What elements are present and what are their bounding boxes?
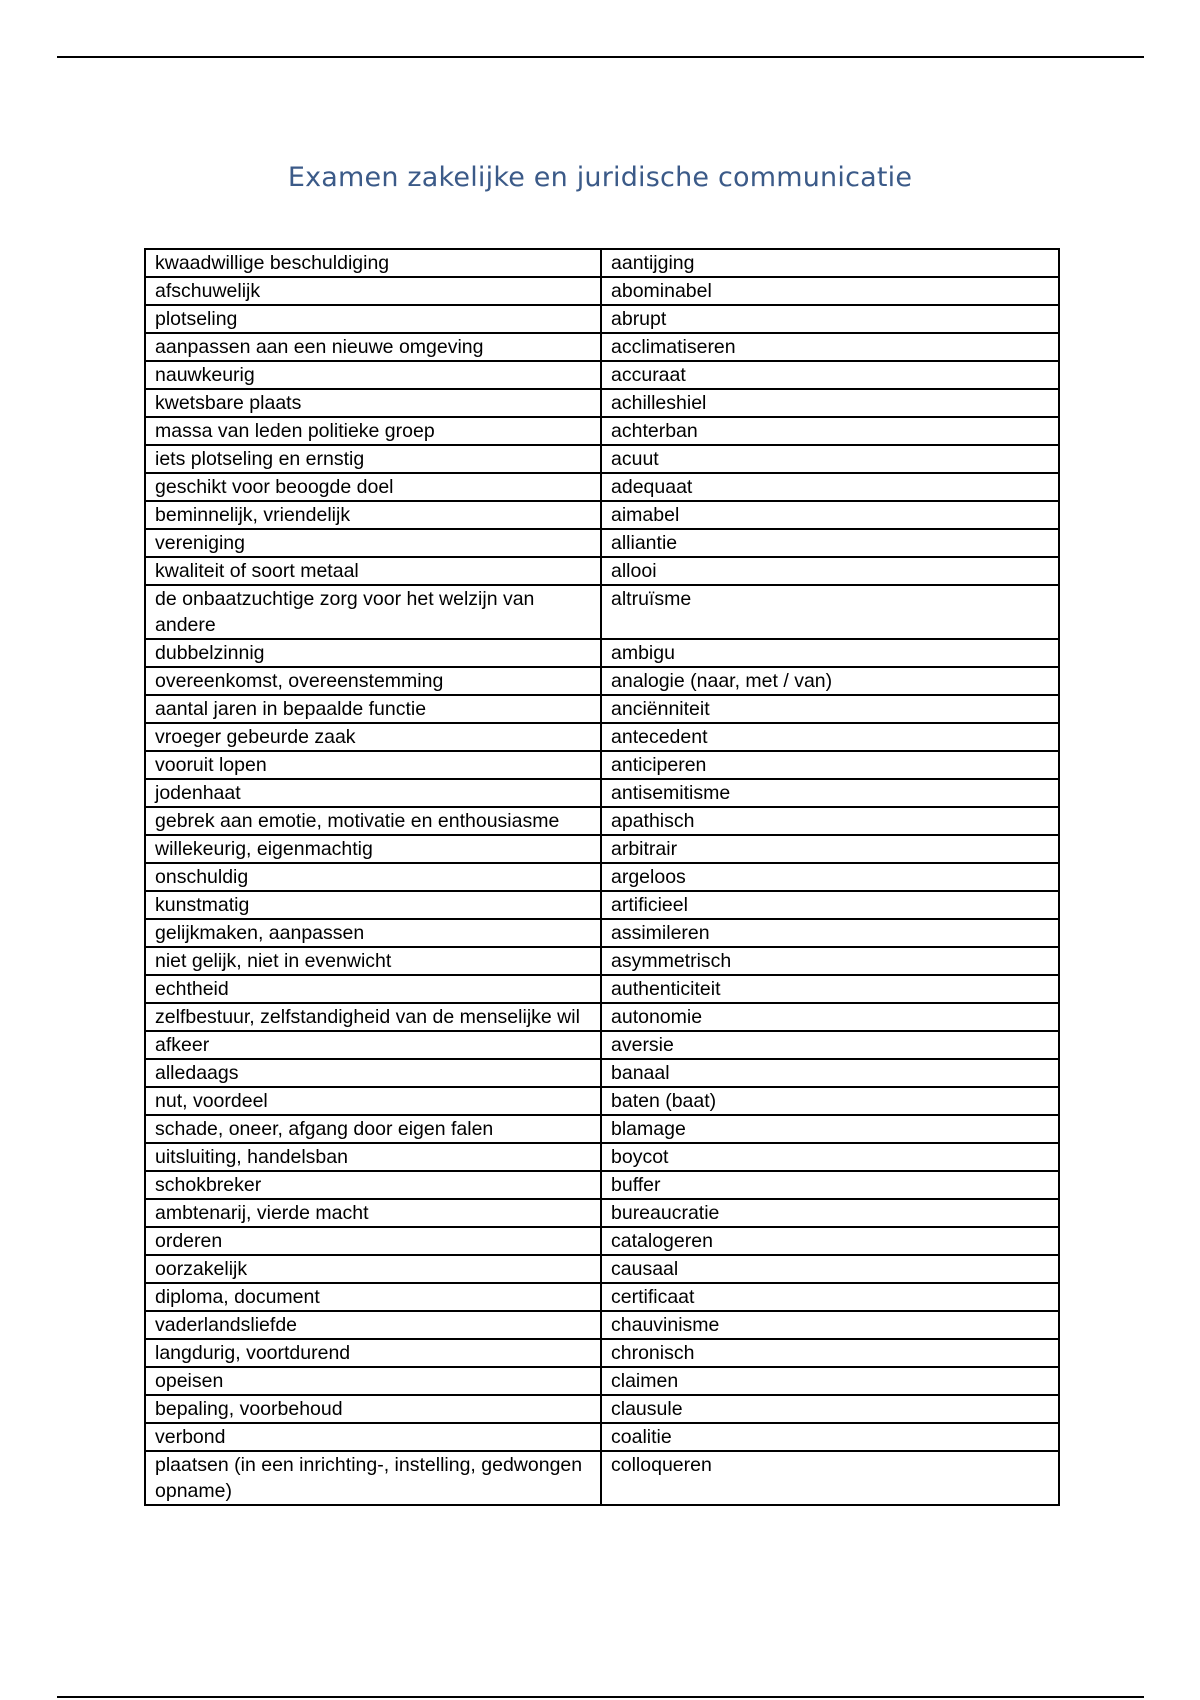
table-row xyxy=(145,863,1059,891)
table-row xyxy=(145,779,1059,807)
meaning-cell: nauwkeurig xyxy=(145,361,601,389)
term-cell: altruïsme xyxy=(601,585,1059,639)
meaning-cell: oorzakelijk xyxy=(145,1255,601,1283)
table-row xyxy=(145,1199,1059,1227)
meaning-cell: vereniging xyxy=(145,529,601,557)
table-row xyxy=(145,529,1059,557)
page-title: Examen zakelijke en juridische communicatie xyxy=(287,162,913,193)
term-cell: claimen xyxy=(601,1367,1059,1395)
table-row xyxy=(145,891,1059,919)
table-row xyxy=(145,695,1059,723)
table-row xyxy=(145,501,1059,529)
meaning-cell: plotseling xyxy=(145,305,601,333)
table-row xyxy=(145,667,1059,695)
meaning-cell: verbond xyxy=(145,1423,601,1451)
meaning-cell: iets plotseling en ernstig xyxy=(145,445,601,473)
meaning-cell: kunstmatig xyxy=(145,891,601,919)
table-row xyxy=(145,807,1059,835)
term-cell: achterban xyxy=(601,417,1059,445)
table-row xyxy=(145,361,1059,389)
term-cell: autonomie xyxy=(601,1003,1059,1031)
term-cell: antisemitisme xyxy=(601,779,1059,807)
meaning-cell: aanpassen aan een nieuwe omgeving xyxy=(145,333,601,361)
meaning-cell: opeisen xyxy=(145,1367,601,1395)
term-cell: adequaat xyxy=(601,473,1059,501)
meaning-cell: langdurig, voortdurend xyxy=(145,1339,601,1367)
table-row xyxy=(145,333,1059,361)
term-cell: alliantie xyxy=(601,529,1059,557)
term-cell: argeloos xyxy=(601,863,1059,891)
table-row xyxy=(145,1367,1059,1395)
meaning-cell: overeenkomst, overeenstemming xyxy=(145,667,601,695)
term-cell: aversie xyxy=(601,1031,1059,1059)
meaning-cell: vooruit lopen xyxy=(145,751,601,779)
meaning-cell: ambtenarij, vierde macht xyxy=(145,1199,601,1227)
meaning-cell: uitsluiting, handelsban xyxy=(145,1143,601,1171)
meaning-cell: dubbelzinnig xyxy=(145,639,601,667)
meaning-cell: onschuldig xyxy=(145,863,601,891)
term-cell: abrupt xyxy=(601,305,1059,333)
meaning-cell: echtheid xyxy=(145,975,601,1003)
glossary-table xyxy=(144,248,1060,1506)
term-cell: analogie (naar, met / van) xyxy=(601,667,1059,695)
meaning-cell: aantal jaren in bepaalde functie xyxy=(145,695,601,723)
table-row xyxy=(145,751,1059,779)
table-row xyxy=(145,585,1059,639)
table-row xyxy=(145,975,1059,1003)
term-cell: asymmetrisch xyxy=(601,947,1059,975)
table-row xyxy=(145,277,1059,305)
table-row xyxy=(145,723,1059,751)
meaning-cell: jodenhaat xyxy=(145,779,601,807)
term-cell: coalitie xyxy=(601,1423,1059,1451)
term-cell: arbitrair xyxy=(601,835,1059,863)
meaning-cell: zelfbestuur, zelfstandigheid van de menselijke wil xyxy=(145,1003,601,1031)
meaning-cell: vaderlandsliefde xyxy=(145,1311,601,1339)
table-row xyxy=(145,305,1059,333)
meaning-cell: kwetsbare plaats xyxy=(145,389,601,417)
term-cell: aimabel xyxy=(601,501,1059,529)
term-cell: artificieel xyxy=(601,891,1059,919)
meaning-cell: diploma, document xyxy=(145,1283,601,1311)
term-cell: baten (baat) xyxy=(601,1087,1059,1115)
table-row xyxy=(145,445,1059,473)
meaning-cell: beminnelijk, vriendelijk xyxy=(145,501,601,529)
table-row xyxy=(145,1395,1059,1423)
table-row xyxy=(145,1087,1059,1115)
meaning-cell: massa van leden politieke groep xyxy=(145,417,601,445)
table-row xyxy=(145,249,1059,277)
table-row xyxy=(145,947,1059,975)
term-cell: chauvinisme xyxy=(601,1311,1059,1339)
term-cell: apathisch xyxy=(601,807,1059,835)
bottom-rule xyxy=(57,1696,1144,1698)
table-row xyxy=(145,919,1059,947)
table-row xyxy=(145,1423,1059,1451)
glossary-body xyxy=(145,249,1059,1505)
table-row xyxy=(145,1283,1059,1311)
term-cell: allooi xyxy=(601,557,1059,585)
top-rule xyxy=(57,56,1144,58)
table-row xyxy=(145,557,1059,585)
meaning-cell: gelijkmaken, aanpassen xyxy=(145,919,601,947)
meaning-cell: afschuwelijk xyxy=(145,277,601,305)
meaning-cell: schade, oneer, afgang door eigen falen xyxy=(145,1115,601,1143)
term-cell: authenticiteit xyxy=(601,975,1059,1003)
term-cell: colloqueren xyxy=(601,1451,1059,1505)
term-cell: catalogeren xyxy=(601,1227,1059,1255)
meaning-cell: geschikt voor beoogde doel xyxy=(145,473,601,501)
term-cell: blamage xyxy=(601,1115,1059,1143)
meaning-cell: nut, voordeel xyxy=(145,1087,601,1115)
term-cell: anciënniteit xyxy=(601,695,1059,723)
meaning-cell: gebrek aan emotie, motivatie en enthousiasme xyxy=(145,807,601,835)
term-cell: boycot xyxy=(601,1143,1059,1171)
term-cell: abominabel xyxy=(601,277,1059,305)
term-cell: acuut xyxy=(601,445,1059,473)
table-row xyxy=(145,639,1059,667)
meaning-cell: willekeurig, eigenmachtig xyxy=(145,835,601,863)
term-cell: anticiperen xyxy=(601,751,1059,779)
term-cell: acclimatiseren xyxy=(601,333,1059,361)
table-row xyxy=(145,417,1059,445)
table-row xyxy=(145,1339,1059,1367)
meaning-cell: schokbreker xyxy=(145,1171,601,1199)
table-row xyxy=(145,389,1059,417)
term-cell: banaal xyxy=(601,1059,1059,1087)
meaning-cell: orderen xyxy=(145,1227,601,1255)
term-cell: antecedent xyxy=(601,723,1059,751)
meaning-cell: niet gelijk, niet in evenwicht xyxy=(145,947,601,975)
meaning-cell: vroeger gebeurde zaak xyxy=(145,723,601,751)
meaning-cell: kwaliteit of soort metaal xyxy=(145,557,601,585)
term-cell: clausule xyxy=(601,1395,1059,1423)
term-cell: certificaat xyxy=(601,1283,1059,1311)
meaning-cell: afkeer xyxy=(145,1031,601,1059)
term-cell: ambigu xyxy=(601,639,1059,667)
meaning-cell: de onbaatzuchtige zorg voor het welzijn van andere xyxy=(145,585,601,639)
term-cell: aantijging xyxy=(601,249,1059,277)
table-row xyxy=(145,835,1059,863)
meaning-cell: plaatsen (in een inrichting-, instelling, gedwongen opname) xyxy=(145,1451,601,1505)
term-cell: accuraat xyxy=(601,361,1059,389)
table-row xyxy=(145,1059,1059,1087)
table-row xyxy=(145,1451,1059,1505)
table-row xyxy=(145,1031,1059,1059)
meaning-cell: bepaling, voorbehoud xyxy=(145,1395,601,1423)
table-row xyxy=(145,1311,1059,1339)
term-cell: achilleshiel xyxy=(601,389,1059,417)
term-cell: assimileren xyxy=(601,919,1059,947)
table-row xyxy=(145,1115,1059,1143)
term-cell: chronisch xyxy=(601,1339,1059,1367)
term-cell: causaal xyxy=(601,1255,1059,1283)
table-row xyxy=(145,473,1059,501)
meaning-cell: alledaags xyxy=(145,1059,601,1087)
table-row xyxy=(145,1143,1059,1171)
table-row xyxy=(145,1171,1059,1199)
table-row xyxy=(145,1255,1059,1283)
term-cell: bureaucratie xyxy=(601,1199,1059,1227)
table-row xyxy=(145,1227,1059,1255)
table-row xyxy=(145,1003,1059,1031)
meaning-cell: kwaadwillige beschuldiging xyxy=(145,249,601,277)
term-cell: buffer xyxy=(601,1171,1059,1199)
